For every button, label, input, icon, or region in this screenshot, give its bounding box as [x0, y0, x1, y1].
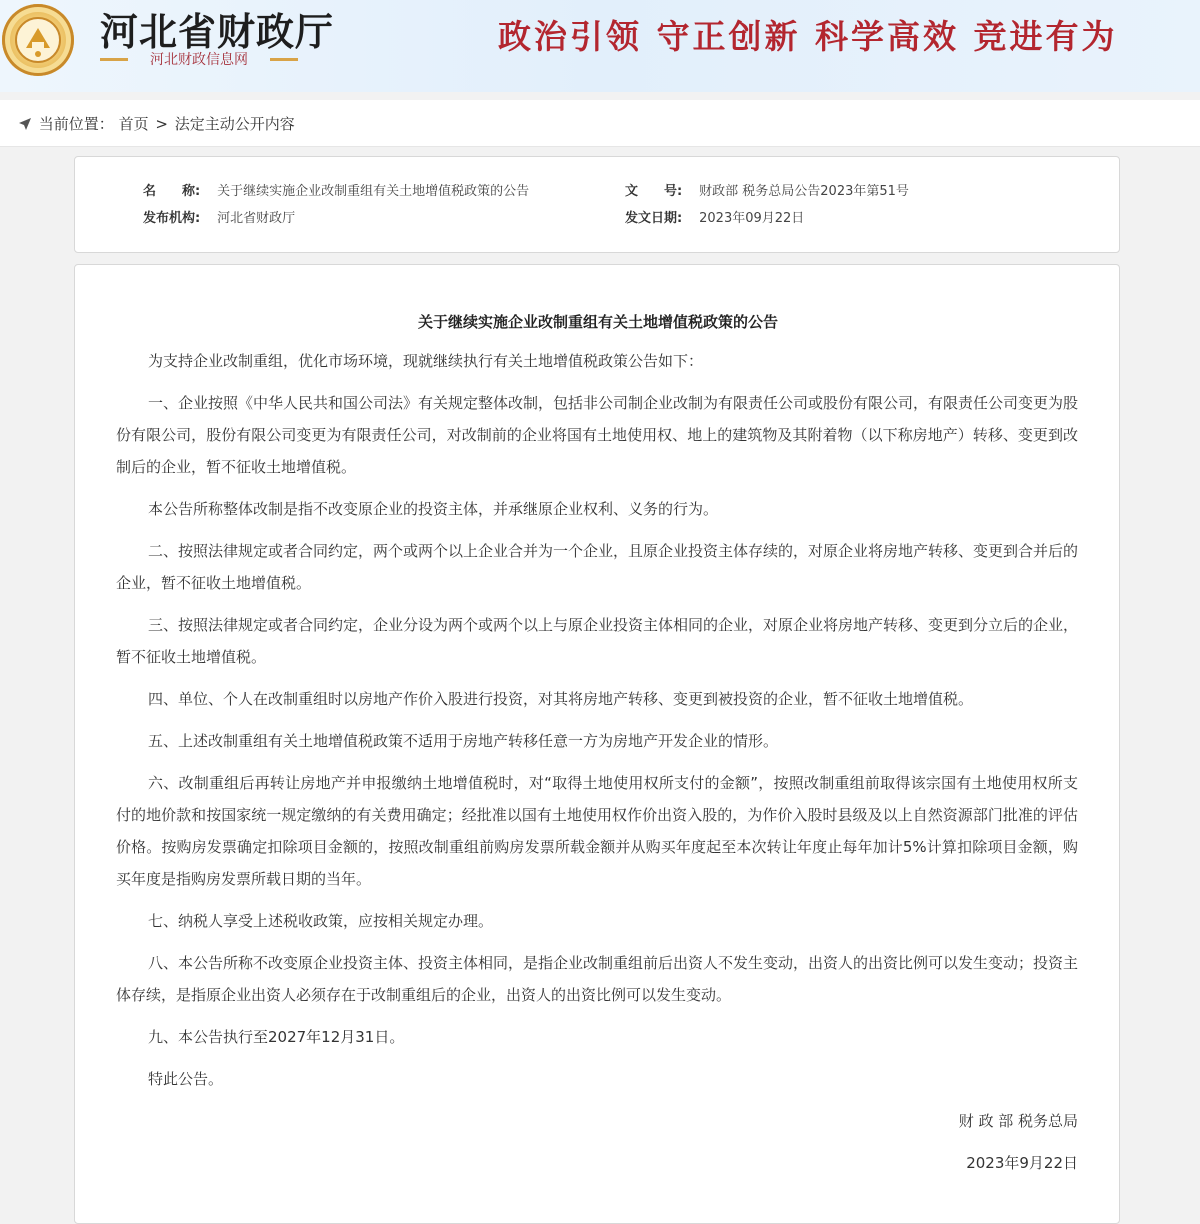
meta-name-label: 名 称: [143, 184, 201, 199]
article-title: 关于继续实施企业改制重组有关土地增值税政策的公告 [417, 313, 778, 331]
article-paragraph: 特此公告。 [148, 1070, 224, 1088]
location-pin-icon [18, 116, 32, 136]
meta-name-value: 关于继续实施企业改制重组有关土地增值税政策的公告 [217, 184, 530, 199]
meta-name-row [143, 183, 529, 201]
site-header [0, 0, 1200, 92]
subtitle-right-bar [270, 58, 298, 61]
article-paragraph: 六、改制重组后再转让房地产并申报缴纳土地增值税时，对“取得土地使用权所支付的金额”，按照改制重组前取得该宗国有土地使用权所支付的地价款和按国家统一规定缴纳的有关费用确定；经批准以国有土地使用权作价出资入股的，为作价入股时县级及以上自然资源部门批准的评估价格。按购房发票确定扣除项目金额的，按照改制重组前购房发票所载金额并从购买年度起至本次转让年度止每年加计5%计算扣除项目金额，购买年度是指购房发票所载日期的当年。 [116, 774, 1078, 888]
meta-publisher-value: 河北省财政厅 [217, 211, 296, 226]
article-paragraph: 一、企业按照《中华人民共和国公司法》有关规定整体改制，包括非公司制企业改制为有限责任公司或股份有限公司，有限责任公司变更为股份有限公司，股份有限公司变更为有限责任公司，对改制前的企业将国有土地使用权、地上的建筑物及其附着物（以下称房地产）转移、变更到改制后的企业，暂不征收土地增值税。 [116, 394, 1079, 476]
site-title[interactable]: 河北省财政厅 [100, 9, 335, 54]
site-subtitle-text: 河北财政信息网 [150, 52, 248, 68]
breadcrumb-prefix: 当前位置： [38, 115, 114, 133]
article-body [116, 345, 1078, 1189]
article-signature: 财 政 部 税务总局 [958, 1112, 1078, 1130]
meta-publisher-label: 发布机构: [143, 211, 201, 226]
meta-publisher-row [143, 210, 295, 228]
article-paragraph: 九、本公告执行至2027年12月31日。 [148, 1028, 405, 1046]
meta-date-label: 发文日期: [625, 211, 683, 226]
article-paragraph: 本公告所称整体改制是指不改变原企业的投资主体，并承继原企业权利、义务的行为。 [148, 500, 719, 518]
breadcrumb-home-link[interactable]: 首页 [118, 115, 149, 133]
article-paragraph: 二、按照法律规定或者合同约定，两个或两个以上企业合并为一个企业，且原企业投资主体存续的，对原企业将房地产转移、变更到合并后的企业，暂不征收土地增值税。 [116, 542, 1079, 592]
meta-docno-row [625, 183, 909, 201]
article-paragraph: 五、上述改制重组有关土地增值税政策不适用于房地产转移任意一方为房地产开发企业的情形。 [148, 732, 779, 750]
breadcrumb-bar [0, 100, 1200, 147]
meta-date-value: 2023年09月22日 [699, 211, 805, 226]
breadcrumb-separator: > [155, 115, 168, 133]
breadcrumb [18, 114, 295, 136]
breadcrumb-current-link[interactable]: 法定主动公开内容 [174, 115, 295, 133]
header-slogan: 政治引领 守正创新 科学高效 竞进有为 [498, 17, 1118, 56]
article-paragraph: 八、本公告所称不改变原企业投资主体、投资主体相同，是指企业改制重组前后出资人不发生变动，出资人的出资比例可以发生变动；投资主体存续，是指原企业出资人必须存在于改制重组后的企业，出资人的出资比例可以发生变动。 [116, 954, 1079, 1004]
article-paragraph: 四、单位、个人在改制重组时以房地产作价入股进行投资，对其将房地产转移、变更到被投资的企业，暂不征收土地增值税。 [148, 690, 974, 708]
subtitle-left-bar [100, 58, 128, 61]
meta-docno-value: 财政部 税务总局公告2023年第51号 [699, 184, 909, 199]
site-subtitle [100, 51, 298, 69]
meta-date-row [625, 210, 804, 228]
meta-docno-label: 文 号: [625, 184, 683, 199]
article-sign-date: 2023年9月22日 [966, 1154, 1078, 1172]
article-panel [74, 264, 1120, 1224]
provincial-finance-seal-icon[interactable] [2, 4, 74, 76]
document-meta-panel [74, 156, 1120, 253]
article-paragraph: 七、纳税人享受上述税收政策，应按相关规定办理。 [148, 912, 494, 930]
article-paragraph: 三、按照法律规定或者合同约定，企业分设为两个或两个以上与原企业投资主体相同的企业，对原企业将房地产转移、变更到分立后的企业，暂不征收土地增值税。 [116, 616, 1079, 666]
article-paragraph: 为支持企业改制重组，优化市场环境，现就继续执行有关土地增值税政策公告如下： [148, 352, 704, 370]
